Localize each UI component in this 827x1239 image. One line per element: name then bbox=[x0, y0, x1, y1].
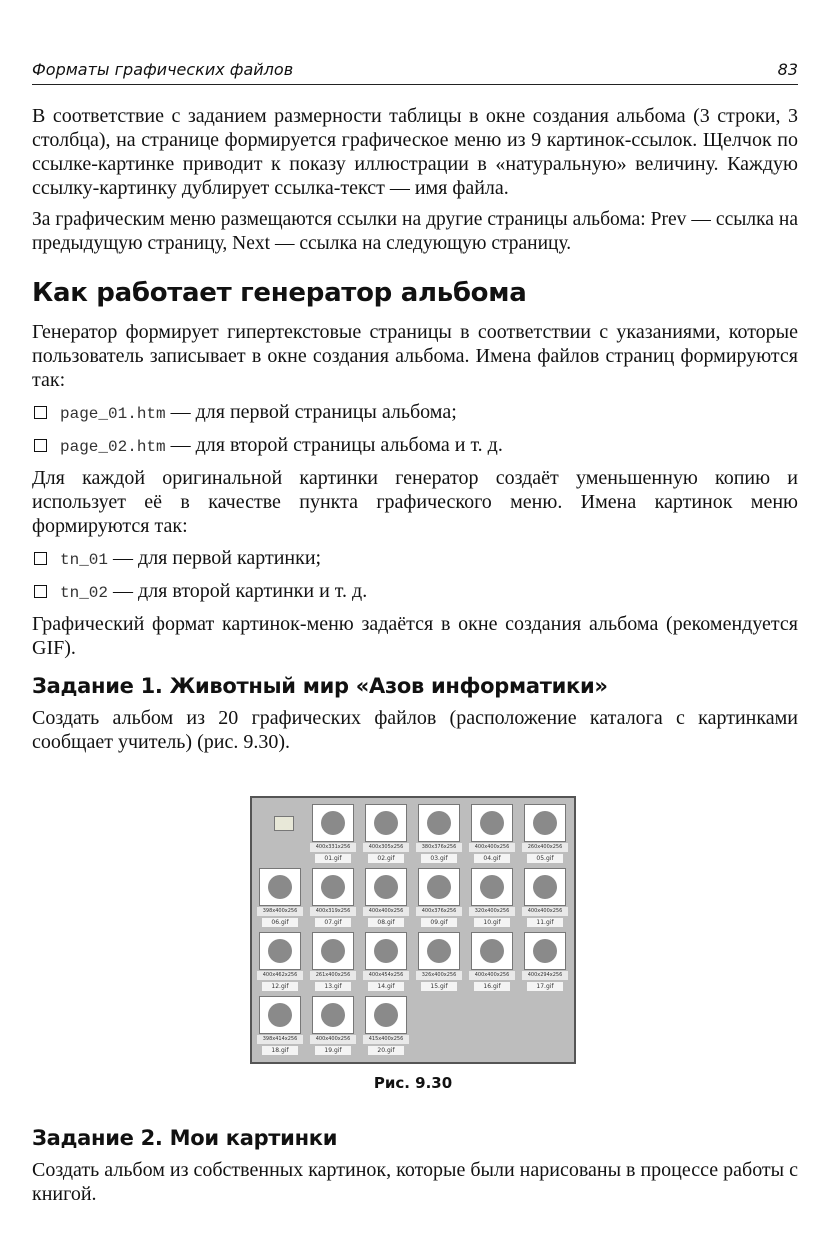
thumbnail-filename: 09.gif bbox=[421, 918, 457, 927]
thumbnail-item[interactable] bbox=[362, 802, 410, 864]
thumbnail-dimensions: 398x400x256 bbox=[257, 907, 303, 916]
thumbnail-dimensions: 400x400x256 bbox=[469, 971, 515, 980]
thumbnail-item[interactable] bbox=[362, 866, 410, 928]
thumbnail-item[interactable] bbox=[309, 930, 357, 992]
filename-code: tn_01 bbox=[60, 551, 109, 569]
figure-caption: Рис. 9.30 bbox=[373, 1074, 453, 1092]
thumbnail-filename: 07.gif bbox=[315, 918, 351, 927]
main-text bbox=[32, 104, 798, 762]
list-item-text: — для первой картинки; bbox=[108, 547, 322, 569]
thumbnail-dimensions: 400x294x256 bbox=[522, 971, 568, 980]
thumbnail-filename: 11.gif bbox=[527, 918, 563, 927]
thumbnail-item[interactable] bbox=[521, 930, 569, 992]
thumbnail-image bbox=[312, 932, 354, 970]
thumbnail-filename: 16.gif bbox=[474, 982, 510, 991]
thumbnail-image bbox=[312, 996, 354, 1034]
thumbnail-dimensions: 400x319x256 bbox=[310, 907, 356, 916]
thumbnail-image bbox=[365, 804, 407, 842]
thumbnail-filename: 08.gif bbox=[368, 918, 404, 927]
list-item bbox=[32, 433, 798, 459]
list-item-text: — для второй страницы альбома и т. д. bbox=[165, 434, 503, 456]
paragraph: Графический формат картинок-меню задаётся в окне создания альбома (рекомендуется GIF). bbox=[32, 613, 798, 659]
thumbnail-item[interactable] bbox=[309, 802, 357, 864]
thumbnail-image bbox=[524, 804, 566, 842]
chapter-title: Форматы графических файлов bbox=[32, 60, 294, 79]
filename-code: page_02.htm bbox=[60, 438, 166, 456]
thumbnail-item[interactable] bbox=[415, 802, 463, 864]
thumbnail-item[interactable] bbox=[521, 866, 569, 928]
thumbnail-filename: 04.gif bbox=[474, 854, 510, 863]
task-heading: Задание 2. Мои картинки bbox=[32, 1126, 338, 1150]
thumbnail-image bbox=[418, 868, 460, 906]
cartoon-animal-icon bbox=[427, 939, 451, 963]
album-thumbnail-grid bbox=[250, 796, 576, 1064]
cartoon-animal-icon bbox=[374, 939, 398, 963]
thumbnail-image bbox=[365, 996, 407, 1034]
thumbnail-filename: 10.gif bbox=[474, 918, 510, 927]
thumbnail-filename: 03.gif bbox=[421, 854, 457, 863]
checkbox-bullet-icon bbox=[34, 552, 47, 565]
thumbnail-filename: 05.gif bbox=[527, 854, 563, 863]
thumbnail-dimensions: 320x400x256 bbox=[469, 907, 515, 916]
running-header bbox=[32, 60, 798, 85]
thumbnail-dimensions: 400x454x256 bbox=[363, 971, 409, 980]
thumbnail-image bbox=[524, 868, 566, 906]
cartoon-animal-icon bbox=[533, 875, 557, 899]
paragraph: Создать альбом из 20 графических файлов (расположение каталога с картинками сообщает учитель) (рис. 9.30). bbox=[32, 707, 798, 753]
thumbnail-image bbox=[471, 868, 513, 906]
thumbnail-item[interactable] bbox=[468, 866, 516, 928]
cartoon-animal-icon bbox=[268, 875, 292, 899]
thumbnail-dimensions: 400x462x256 bbox=[257, 971, 303, 980]
thumbnail-image bbox=[418, 804, 460, 842]
cartoon-animal-icon bbox=[533, 811, 557, 835]
thumbnail-filename: 01.gif bbox=[315, 854, 351, 863]
list-item bbox=[32, 579, 798, 605]
thumbnail-image bbox=[259, 932, 301, 970]
thumbnail-dimensions: 400x305x256 bbox=[363, 843, 409, 852]
paragraph: Для каждой оригинальной картинки генератор создаёт уменьшенную копию и использует её в качестве пункта графического меню. Имена картинок меню формируются так: bbox=[32, 467, 798, 537]
thumbnail-dimensions: 398x414x256 bbox=[257, 1035, 303, 1044]
thumbnail-dimensions: 260x400x256 bbox=[522, 843, 568, 852]
thumbnail-dimensions: 261x400x256 bbox=[310, 971, 356, 980]
thumbnail-item[interactable] bbox=[256, 994, 304, 1056]
thumbnail-filename: 12.gif bbox=[262, 982, 298, 991]
thumbnail-filename: 17.gif bbox=[527, 982, 563, 991]
thumbnail-dimensions: 326x400x256 bbox=[416, 971, 462, 980]
paragraph: Генератор формирует гипертекстовые страницы в соответствии с указаниями, которые пользователь записывает в окне создания альбома. Имена файлов страниц формируются так: bbox=[32, 321, 798, 391]
cartoon-animal-icon bbox=[321, 811, 345, 835]
thumbnail-image bbox=[524, 932, 566, 970]
thumbnail-item[interactable] bbox=[309, 866, 357, 928]
list-item-text: — для первой страницы альбома; bbox=[165, 401, 457, 423]
thumbnail-filename: 13.gif bbox=[315, 982, 351, 991]
thumbnail-dimensions: 400x400x256 bbox=[363, 907, 409, 916]
folder-icon bbox=[274, 816, 294, 831]
thumbnail-dimensions: 400x400x256 bbox=[469, 843, 515, 852]
cartoon-animal-icon bbox=[480, 811, 504, 835]
paragraph: В соответствие с заданием размерности таблицы в окне создания альбома (3 строки, 3 столбца), на странице формируется графическое меню из 9 картинок-ссылок. Щелчок по ссылке-картинке приводит к показу иллюстрации в «натуральную» величину. Каждую ссылку-картинку дублирует ссылка-текст — имя файла. bbox=[32, 105, 798, 199]
cartoon-animal-icon bbox=[480, 875, 504, 899]
filename-code: tn_02 bbox=[60, 584, 109, 602]
checkbox-bullet-icon bbox=[34, 439, 47, 452]
thumbnail-image bbox=[471, 932, 513, 970]
filename-code: page_01.htm bbox=[60, 405, 166, 423]
list-item bbox=[32, 546, 798, 572]
cartoon-animal-icon bbox=[374, 1003, 398, 1027]
thumbnail-image bbox=[365, 932, 407, 970]
checkbox-bullet-icon bbox=[34, 406, 47, 419]
thumbnail-item[interactable] bbox=[521, 802, 569, 864]
list-item bbox=[32, 400, 798, 426]
cartoon-animal-icon bbox=[427, 875, 451, 899]
thumbnail-image bbox=[259, 868, 301, 906]
parent-folder-tile[interactable] bbox=[256, 802, 304, 864]
thumbnail-filename: 18.gif bbox=[262, 1046, 298, 1055]
thumbnail-filename: 20.gif bbox=[368, 1046, 404, 1055]
cartoon-animal-icon bbox=[533, 939, 557, 963]
thumbnail-item[interactable] bbox=[362, 994, 410, 1056]
thumbnail-image bbox=[471, 804, 513, 842]
cartoon-animal-icon bbox=[268, 1003, 292, 1027]
cartoon-animal-icon bbox=[427, 811, 451, 835]
cartoon-animal-icon bbox=[321, 875, 345, 899]
thumbnail-item[interactable] bbox=[415, 930, 463, 992]
thumbnail-item[interactable] bbox=[256, 866, 304, 928]
thumbnail-item[interactable] bbox=[468, 930, 516, 992]
cartoon-animal-icon bbox=[480, 939, 504, 963]
main-text-continued bbox=[32, 1112, 798, 1214]
paragraph: За графическим меню размещаются ссылки на другие страницы альбома: Prev — ссылка на предыдущую страницу, Next — ссылка на следующую страницу. bbox=[32, 209, 798, 254]
thumbnail-item[interactable] bbox=[309, 994, 357, 1056]
thumbnail-dimensions: 400x331x256 bbox=[310, 843, 356, 852]
section-heading: Как работает генератор альбома bbox=[32, 278, 527, 308]
thumbnail-dimensions: 400x400x256 bbox=[310, 1035, 356, 1044]
cartoon-animal-icon bbox=[321, 939, 345, 963]
thumbnail-image bbox=[259, 996, 301, 1034]
thumbnail-image bbox=[312, 868, 354, 906]
page-number: 83 bbox=[777, 60, 798, 79]
thumbnail-image bbox=[365, 868, 407, 906]
paragraph: Создать альбом из собственных картинок, которые были нарисованы в процессе работы с книгой. bbox=[32, 1159, 798, 1205]
task-heading: Задание 1. Животный мир «Азов информатики» bbox=[32, 674, 608, 698]
thumbnail-filename: 02.gif bbox=[368, 854, 404, 863]
thumbnail-dimensions: 415x400x256 bbox=[363, 1035, 409, 1044]
thumbnail-dimensions: 380x376x256 bbox=[416, 843, 462, 852]
thumbnail-filename: 19.gif bbox=[315, 1046, 351, 1055]
cartoon-animal-icon bbox=[374, 811, 398, 835]
cartoon-animal-icon bbox=[321, 1003, 345, 1027]
cartoon-animal-icon bbox=[268, 939, 292, 963]
thumbnail-image bbox=[418, 932, 460, 970]
thumbnail-image bbox=[312, 804, 354, 842]
thumbnail-filename: 14.gif bbox=[368, 982, 404, 991]
thumbnail-item[interactable] bbox=[362, 930, 410, 992]
cartoon-animal-icon bbox=[374, 875, 398, 899]
thumbnail-dimensions: 400x400x256 bbox=[522, 907, 568, 916]
thumbnail-filename: 06.gif bbox=[262, 918, 298, 927]
list-item-text: — для второй картинки и т. д. bbox=[108, 580, 368, 602]
thumbnail-dimensions: 400x376x256 bbox=[416, 907, 462, 916]
thumbnail-filename: 15.gif bbox=[421, 982, 457, 991]
checkbox-bullet-icon bbox=[34, 585, 47, 598]
thumbnail-item[interactable] bbox=[415, 866, 463, 928]
thumbnail-item[interactable] bbox=[468, 802, 516, 864]
thumbnail-item[interactable] bbox=[256, 930, 304, 992]
